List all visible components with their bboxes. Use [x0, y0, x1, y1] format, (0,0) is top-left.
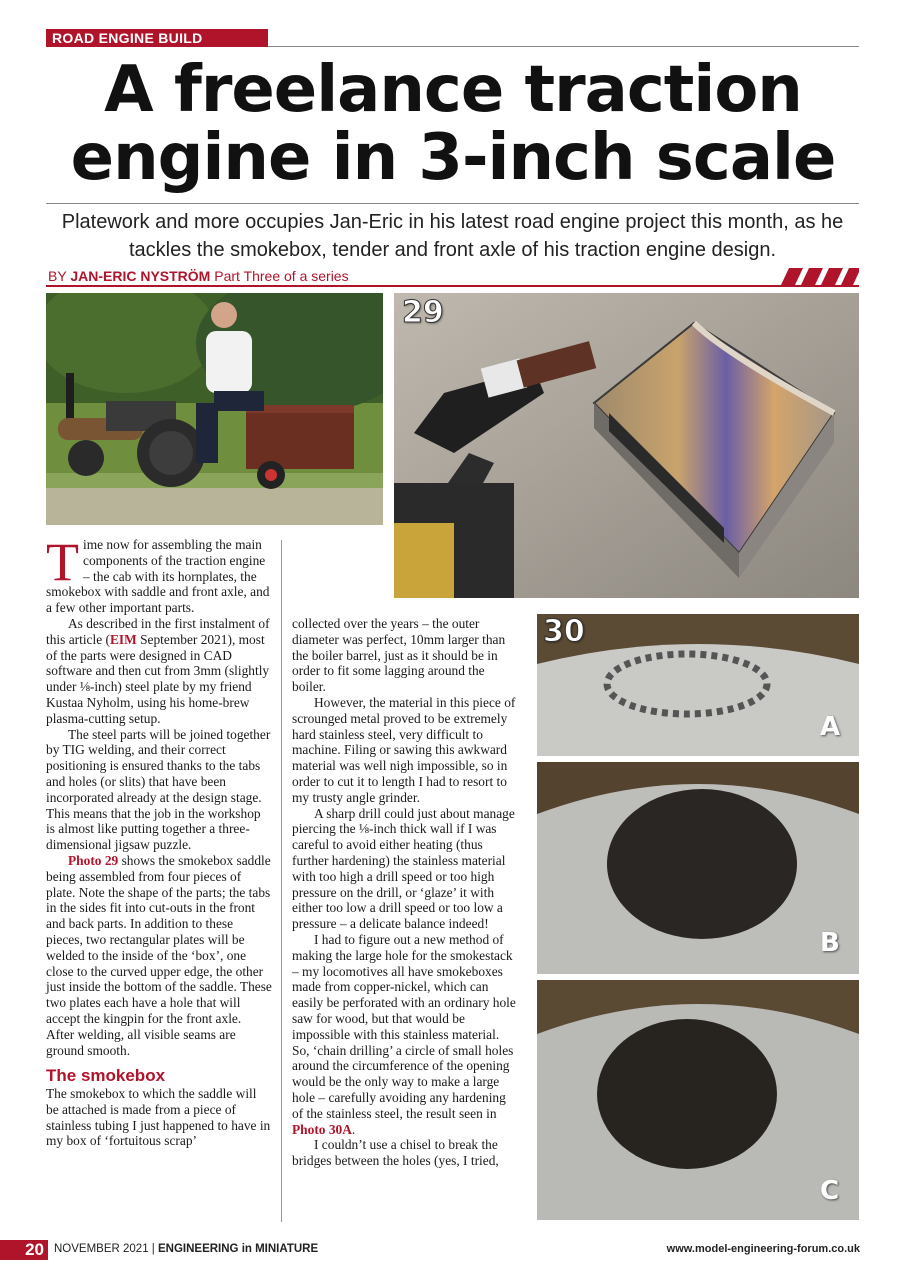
col1-paragraph-4: Photo 29 shows the smokebox saddle being assembled from four pieces of plate. Note the shape of the parts; the tabs in the sides fit into cut-outs in the front and back parts. In addition to these pieces, two rectangular plates will be welded to the inside of the ‘box’, one close to the curved upper edge, the other just inside the bottom of the saddle. These two plates each have a hole that will accept the kingpin for the front axle. After welding, all visible seams are ground smooth. — [46, 852, 272, 1058]
page-footer — [0, 1240, 906, 1260]
subhead-smokebox: The smokebox — [46, 1066, 166, 1086]
photo-30-label-b: B — [820, 928, 840, 958]
col1-paragraph-3: The steel parts will be joined together by TIG welding, and their correct positioning is ensured thanks to the tabs and holes (or slits) that have been incorporated already at the design stage. This means that the job in the workshop is almost like putting together a three-dimensional jigsaw puzzle. — [46, 726, 271, 853]
tag-rule — [268, 46, 859, 47]
photo-traction-engine-driver — [46, 293, 383, 525]
col1-paragraph-5: The smokebox to which the saddle will be attached is made from a piece of stainless tubing I just happened to have in my box of ‘fortuitous scrap’ — [46, 1086, 271, 1149]
headline-line-2: engine in 3-inch scale — [70, 121, 836, 195]
byline-bar — [46, 268, 859, 287]
body-column-2 — [292, 616, 518, 1169]
column-rule — [281, 540, 282, 1222]
headline — [40, 53, 866, 195]
col2-paragraph-3: A sharp drill could just about manage piercing the ⅛-inch thick wall if I was careful to avoid either heating (thus further hardening) the stainless material with too high a drill speed or too high pressure on the drill, or ‘glaze’ it with either too low a drill speed or too low a pressure – a delicate balance indeed! — [292, 805, 515, 932]
byline — [48, 268, 349, 285]
photo-30-number: 30 — [543, 614, 585, 649]
headline-rule — [46, 203, 859, 204]
website-url: www.model-engineering-forum.co.uk — [666, 1243, 860, 1255]
photo-29-reference: Photo 29 — [68, 852, 119, 868]
col2-paragraph-1: collected over the years – the outer diameter was perfect, 10mm larger than the boiler barrel, just as it should be in order to fit some lagging around the boiler. — [292, 616, 506, 695]
headline-line-1: A freelance traction — [104, 53, 802, 127]
standfirst: Platework and more occupies Jan-Eric in his latest road engine project this month, as he tackles the smokebox, tender and front axle of his traction engine design. — [61, 211, 844, 261]
byline-by: BY — [48, 268, 67, 284]
eim-reference: EIM — [109, 631, 137, 647]
photo-30-label-c: C — [820, 1176, 840, 1206]
photo-29-number: 29 — [402, 295, 444, 330]
byline-stripes — [781, 268, 859, 285]
col2-paragraph-5: I couldn’t use a chisel to break the bridges between the holes (yes, I tried, — [292, 1137, 499, 1169]
photo-30 — [537, 614, 859, 1220]
dropcap: T — [46, 532, 79, 592]
col2-paragraph-4: I had to figure out a new method of making the large hole for the smokestack – my locomotives all have smokeboxes made from copper-nickel, which can easily be perforated with an ordinary hole saw for wood, but that would be impossible with this stainless material. So, ‘chain drilling’ a circle of small holes around the circumference of the opening would be the only way to make a large hole – carefully avoiding any hardening of the stainless steel, the result seen in Photo 30A. — [292, 931, 516, 1137]
page-number: 20 — [0, 1240, 48, 1260]
col1-paragraph-1: Time now for assembling the main components of the traction engine – the cab with its hornplates, the smokebox with saddle and front axle, and a few other important parts. — [46, 532, 270, 616]
magazine-name: ENGINEERING in MINIATURE — [157, 1243, 319, 1255]
byline-series: Part Three of a series — [214, 268, 349, 284]
photo-29 — [394, 293, 859, 598]
section-tag: ROAD ENGINE BUILD — [46, 29, 268, 47]
byline-author: JAN-ERIC NYSTRÖM — [70, 268, 211, 284]
col1-paragraph-2: As described in the first instalment of this article (EIM September 2021), most of the parts were designed in CAD software and then cut from 3mm (slightly under ⅛-inch) steel plate by my friend Kustaa Nyholm, using his home-brew plasma-cutting setup. — [46, 615, 270, 726]
issue-info: NOVEMBER 2021 | ENGINEERING in MINIATURE — [54, 1243, 319, 1255]
body-column-1 — [46, 532, 272, 1149]
photo-30-label-a: A — [820, 712, 841, 742]
col2-paragraph-2: However, the material in this piece of scrounged metal proved to be extremely hard stainless steel, very difficult to machine. Filing or sawing this awkward material was well nigh impossible, so in order to cut it to length I had to resort to my trusty angle grinder. — [292, 694, 516, 805]
photo-30a-reference: Photo 30A — [292, 1121, 352, 1137]
